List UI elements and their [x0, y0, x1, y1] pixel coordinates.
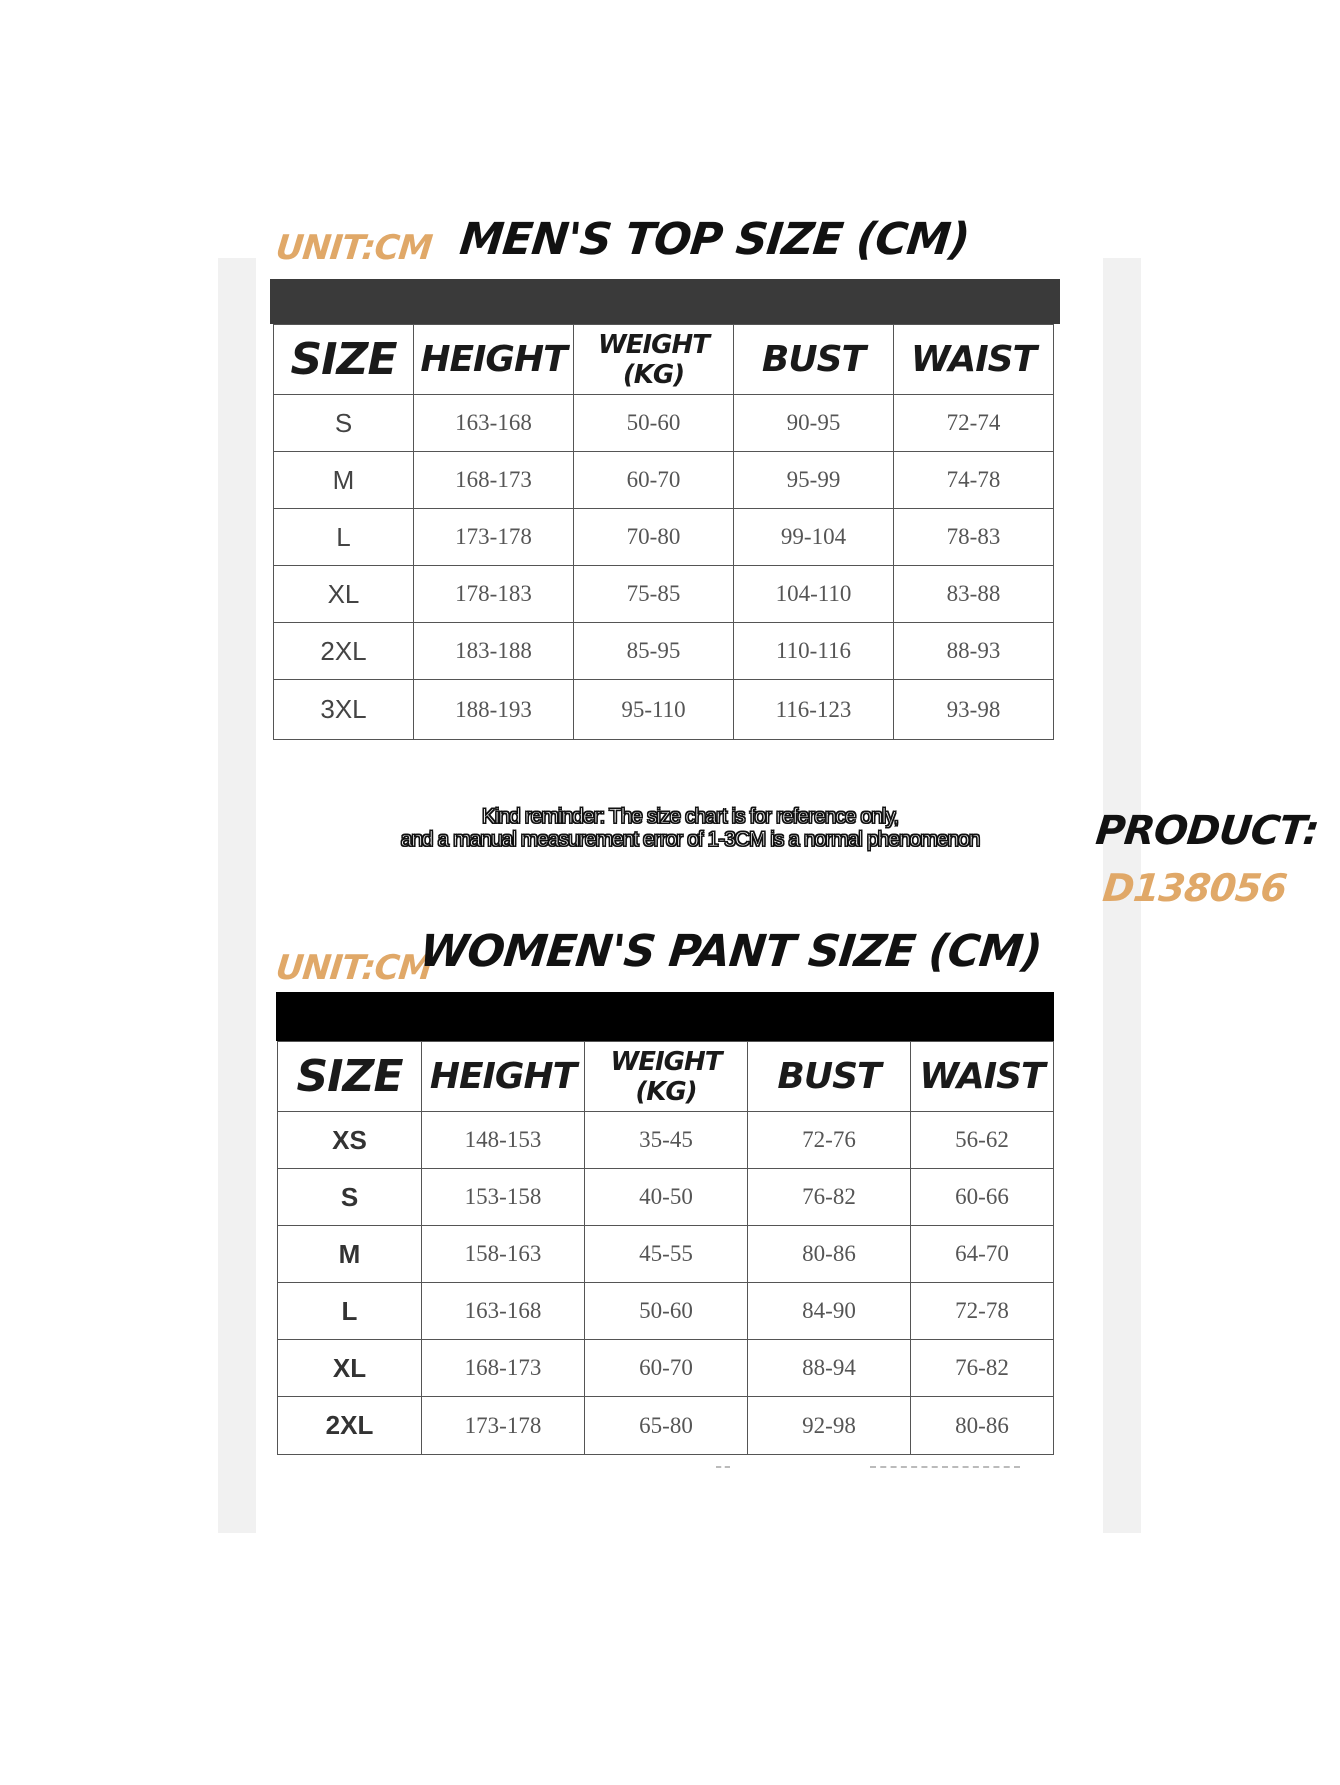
height-cell: 168-173: [422, 1340, 585, 1397]
weight-cell: 65-80: [585, 1397, 748, 1455]
waist-cell: 56-62: [911, 1112, 1054, 1169]
size-reminder-note: [330, 805, 1050, 851]
waist-cell: 72-74: [894, 395, 1054, 452]
height-cell: 173-178: [414, 509, 574, 566]
product-code: D138056: [1100, 866, 1289, 910]
table-row: [278, 1340, 1054, 1397]
weight-cell: 40-50: [585, 1169, 748, 1226]
waist-cell: 72-78: [911, 1283, 1054, 1340]
header-size: SIZE: [274, 325, 414, 395]
bust-cell: 90-95: [734, 395, 894, 452]
weight-cell: 50-60: [574, 395, 734, 452]
size-cell: 3XL: [274, 680, 414, 740]
reminder-line-1: Kind reminder: The size chart is for reference only,: [481, 805, 899, 828]
waist-cell: 83-88: [894, 566, 1054, 623]
women-unit-label: UNIT:CM: [273, 948, 434, 988]
bust-cell: 72-76: [748, 1112, 911, 1169]
height-cell: 178-183: [414, 566, 574, 623]
bust-cell: 110-116: [734, 623, 894, 680]
men-size-table: [273, 324, 1054, 740]
height-cell: 148-153: [422, 1112, 585, 1169]
waist-cell: 80-86: [911, 1397, 1054, 1455]
bust-cell: 116-123: [734, 680, 894, 740]
table-row: [278, 1112, 1054, 1169]
size-cell: XL: [274, 566, 414, 623]
header-height: HEIGHT: [422, 1042, 585, 1112]
weight-cell: 75-85: [574, 566, 734, 623]
table-row: [278, 1169, 1054, 1226]
bust-cell: 84-90: [748, 1283, 911, 1340]
bust-cell: 76-82: [748, 1169, 911, 1226]
header-bust: BUST: [734, 325, 894, 395]
women-chart-title: WOMEN'S PANT SIZE (CM): [417, 926, 1044, 977]
table-header-row: [278, 1042, 1054, 1112]
weight-cell: 60-70: [585, 1340, 748, 1397]
height-cell: 183-188: [414, 623, 574, 680]
bust-cell: 80-86: [748, 1226, 911, 1283]
table-row: [274, 395, 1054, 452]
header-size: SIZE: [278, 1042, 422, 1112]
weight-cell: 35-45: [585, 1112, 748, 1169]
bust-cell: 92-98: [748, 1397, 911, 1455]
table-row: [278, 1397, 1054, 1455]
waist-cell: 74-78: [894, 452, 1054, 509]
weight-cell: 70-80: [574, 509, 734, 566]
bust-cell: 99-104: [734, 509, 894, 566]
size-cell: 2XL: [278, 1397, 422, 1455]
table-row: [274, 566, 1054, 623]
size-cell: L: [278, 1283, 422, 1340]
waist-cell: 64-70: [911, 1226, 1054, 1283]
height-cell: 163-168: [422, 1283, 585, 1340]
header-waist: WAIST: [911, 1042, 1054, 1112]
height-cell: 153-158: [422, 1169, 585, 1226]
weight-cell: 85-95: [574, 623, 734, 680]
weight-cell: 60-70: [574, 452, 734, 509]
height-cell: 163-168: [414, 395, 574, 452]
table-row: [274, 452, 1054, 509]
decorative-dash: [716, 1466, 730, 1468]
height-cell: 173-178: [422, 1397, 585, 1455]
table-row: [274, 680, 1054, 740]
waist-cell: 93-98: [894, 680, 1054, 740]
waist-cell: 76-82: [911, 1340, 1054, 1397]
header-height: HEIGHT: [414, 325, 574, 395]
waist-cell: 78-83: [894, 509, 1054, 566]
weight-cell: 95-110: [574, 680, 734, 740]
women-size-table: [277, 1041, 1054, 1455]
size-cell: L: [274, 509, 414, 566]
left-background-strip: [218, 258, 256, 1533]
product-label: PRODUCT:: [1093, 808, 1321, 854]
size-cell: S: [274, 395, 414, 452]
reminder-line-2: and a manual measurement error of 1-3CM is a normal phenomenon: [400, 828, 980, 851]
bust-cell: 104-110: [734, 566, 894, 623]
size-cell: M: [274, 452, 414, 509]
table-row: [274, 623, 1054, 680]
size-cell: S: [278, 1169, 422, 1226]
table-header-row: [274, 325, 1054, 395]
waist-cell: 88-93: [894, 623, 1054, 680]
size-cell: XL: [278, 1340, 422, 1397]
header-weight: WEIGHT (KG): [574, 325, 734, 395]
height-cell: 188-193: [414, 680, 574, 740]
size-cell: XS: [278, 1112, 422, 1169]
size-cell: 2XL: [274, 623, 414, 680]
header-bust: BUST: [748, 1042, 911, 1112]
men-chart-title: MEN'S TOP SIZE (CM): [457, 214, 972, 265]
header-weight: WEIGHT (KG): [585, 1042, 748, 1112]
height-cell: 158-163: [422, 1226, 585, 1283]
bust-cell: 88-94: [748, 1340, 911, 1397]
decorative-dash: [870, 1466, 1020, 1468]
bust-cell: 95-99: [734, 452, 894, 509]
weight-cell: 45-55: [585, 1226, 748, 1283]
men-unit-label: UNIT:CM: [273, 228, 434, 268]
table-row: [278, 1226, 1054, 1283]
table-row: [278, 1283, 1054, 1340]
waist-cell: 60-66: [911, 1169, 1054, 1226]
weight-cell: 50-60: [585, 1283, 748, 1340]
header-waist: WAIST: [894, 325, 1054, 395]
women-header-band: [276, 992, 1054, 1041]
height-cell: 168-173: [414, 452, 574, 509]
table-row: [274, 509, 1054, 566]
size-cell: M: [278, 1226, 422, 1283]
men-header-band: [270, 279, 1060, 324]
